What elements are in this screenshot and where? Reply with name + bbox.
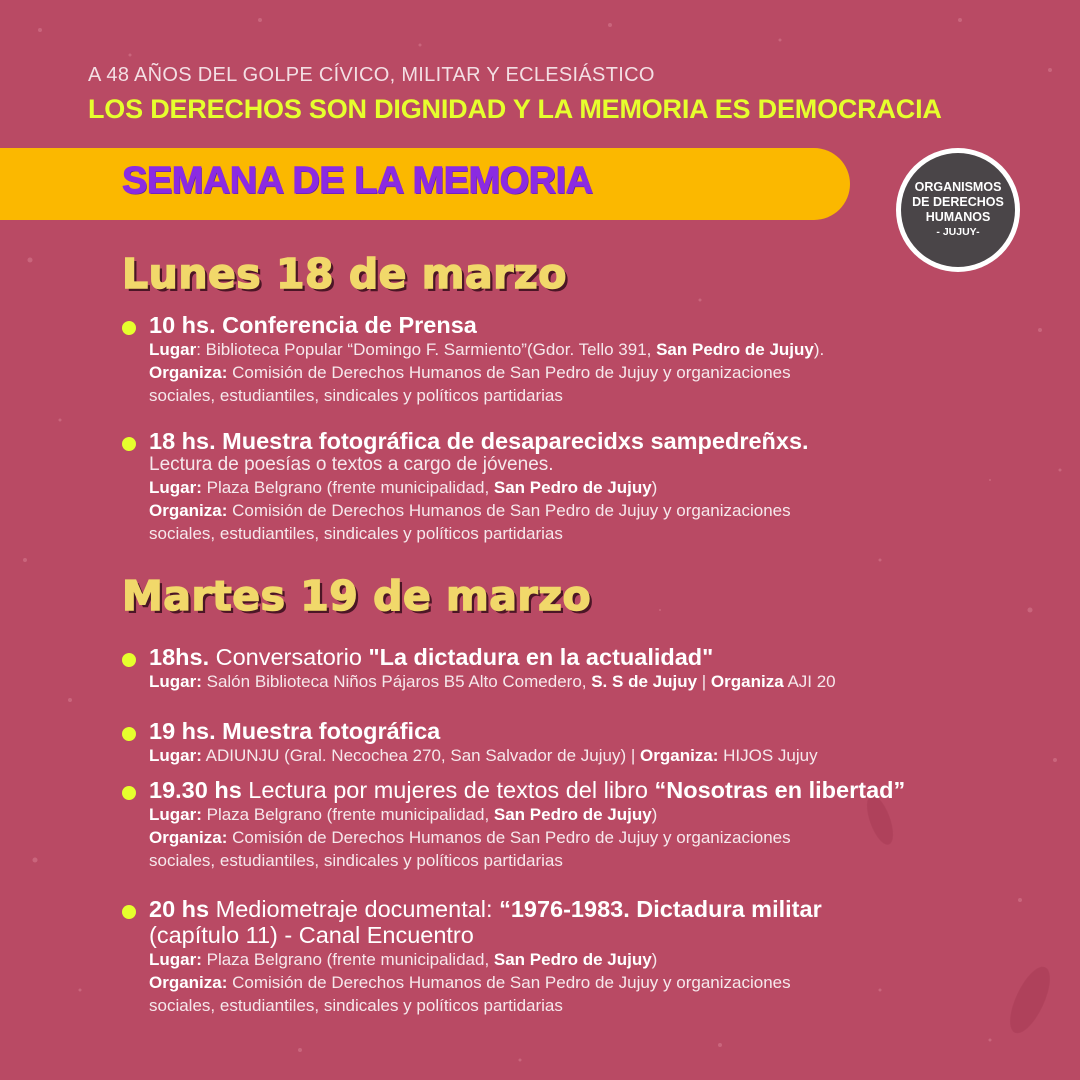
badge-line-2: DE DERECHOS (912, 195, 1004, 209)
event-title: 19.30 hs Lectura por mujeres de textos del libro “Nosotras en libertad” (149, 777, 906, 803)
anniversary-kicker: A 48 AÑOS DEL GOLPE CÍVICO, MILITAR Y ECLESIÁSTICO (88, 64, 655, 86)
event-organizer-cont: sociales, estudiantiles, sindicales y políticos partidarias (149, 524, 563, 543)
event-place: Lugar: ADIUNJU (Gral. Necochea 270, San Salvador de Jujuy) | Organiza: HIJOS Jujuy (149, 746, 818, 765)
event-title: 18hs. Conversatorio "La dictadura en la actualidad" (149, 644, 714, 670)
event-organizer: Organiza: Comisión de Derechos Humanos de San Pedro de Jujuy y organizaciones (149, 973, 791, 992)
organization-badge-logo (896, 148, 1020, 272)
event-title-cont: (capítulo 11) - Canal Encuentro (149, 922, 474, 948)
day-heading-tuesday: Martes 19 de marzo (122, 572, 592, 620)
event-place: Lugar: Biblioteca Popular “Domingo F. Sarmiento”(Gdor. Tello 391, San Pedro de Jujuy). (149, 340, 825, 359)
event-item (122, 428, 1022, 545)
event-organizer-cont: sociales, estudiantiles, sindicales y políticos partidarias (149, 996, 563, 1015)
badge-line-4: - JUJUY- (936, 226, 980, 238)
event-item (122, 718, 1022, 767)
bullet-dot-icon (122, 786, 136, 800)
event-organizer-cont: sociales, estudiantiles, sindicales y políticos partidarias (149, 386, 563, 405)
bullet-dot-icon (122, 437, 136, 451)
event-place: Lugar: Plaza Belgrano (frente municipalidad, San Pedro de Jujuy) (149, 478, 658, 497)
day-heading-monday: Lunes 18 de marzo (122, 250, 567, 298)
event-item (122, 777, 1022, 872)
event-title: 20 hs Mediometraje documental: “1976-1983. Dictadura militar (149, 896, 822, 922)
title-banner (0, 148, 850, 220)
bullet-dot-icon (122, 905, 136, 919)
event-item (122, 896, 1022, 1017)
badge-line-3: HUMANOS (925, 210, 991, 224)
event-place: Lugar: Salón Biblioteca Niños Pájaros B5 Alto Comedero, S. S de Jujuy | Organiza AJI 20 (149, 672, 836, 691)
event-organizer: Organiza: Comisión de Derechos Humanos de San Pedro de Jujuy y organizaciones (149, 828, 791, 847)
event-organizer: Organiza: Comisión de Derechos Humanos de San Pedro de Jujuy y organizaciones (149, 501, 791, 520)
event-place: Lugar: Plaza Belgrano (frente municipalidad, San Pedro de Jujuy) (149, 805, 658, 824)
banner-title: SEMANA DE LA MEMORIA (122, 160, 593, 202)
event-place: Lugar: Plaza Belgrano (frente municipalidad, San Pedro de Jujuy) (149, 950, 658, 969)
event-title: 19 hs. Muestra fotográfica (149, 718, 441, 744)
event-organizer: Organiza: Comisión de Derechos Humanos de San Pedro de Jujuy y organizaciones (149, 363, 791, 382)
event-organizer-cont: sociales, estudiantiles, sindicales y políticos partidarias (149, 851, 563, 870)
event-subtitle: Lectura de poesías o textos a cargo de jóvenes. (149, 454, 554, 475)
event-item (122, 312, 1022, 407)
event-item (122, 644, 1022, 693)
badge-inner-circle (901, 153, 1015, 267)
badge-line-1: ORGANISMOS (914, 180, 1002, 194)
event-title: 18 hs. Muestra fotográfica de desaparecidxs sampedreñxs. (149, 428, 809, 454)
bullet-dot-icon (122, 727, 136, 741)
bullet-dot-icon (122, 321, 136, 335)
event-title: 10 hs. Conferencia de Prensa (149, 312, 477, 338)
slogan-headline: LOS DERECHOS SON DIGNIDAD Y LA MEMORIA ES DEMOCRACIA (88, 94, 942, 124)
bullet-dot-icon (122, 653, 136, 667)
